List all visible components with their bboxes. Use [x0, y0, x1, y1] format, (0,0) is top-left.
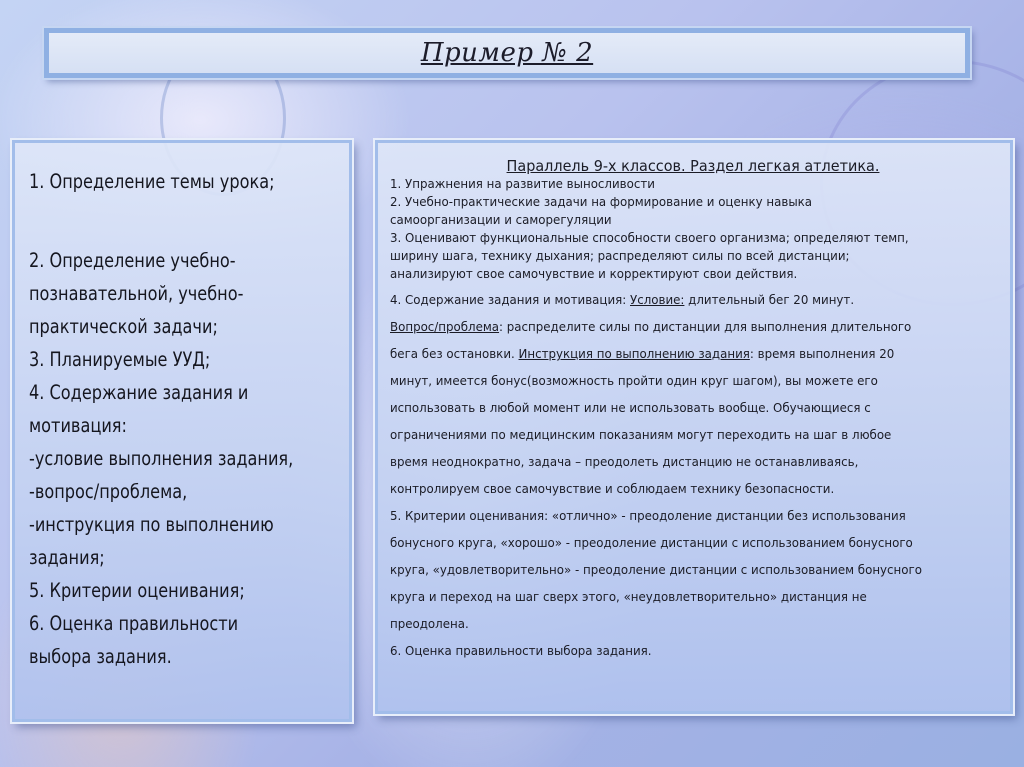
question-label: Вопрос/проблема	[390, 320, 500, 334]
instruction-text: : время выполнения 20	[749, 347, 895, 361]
condition-text: длительный бег 20 минут.	[684, 293, 855, 307]
item-4-line: минут, имеется бонус(возможность пройти один круг шагом), вы можете его	[390, 374, 878, 388]
instruction-line	[390, 341, 978, 368]
left-item: 6. Оценка правильности	[29, 612, 239, 635]
instruction-label: Инструкция по выполнению задания	[518, 347, 750, 361]
item-5-line: 5. Критерии оценивания: «отлично» - преодоление дистанции без использования	[390, 509, 906, 523]
item-1: 1. Упражнения на развитие выносливости	[390, 177, 655, 191]
left-item: познавательной, учебно-	[29, 282, 244, 305]
left-item: 3. Планируемые УУД;	[29, 348, 211, 371]
left-item: выбора задания.	[29, 645, 172, 668]
left-item: 4. Содержание задания и	[29, 381, 249, 404]
title-bar	[44, 28, 970, 78]
left-item: -условие выполнения задания,	[29, 447, 294, 470]
left-item: 5. Критерии оценивания;	[29, 579, 245, 602]
left-item: 1. Определение темы урока;	[29, 170, 275, 193]
item-3-line: анализируют свое самочувствие и корректируют свои действия.	[390, 267, 798, 281]
slide-title: Пример № 2	[420, 38, 594, 68]
item-4-line	[390, 287, 978, 314]
spacer	[29, 198, 341, 244]
item-5-line: бонусного круга, «хорошо» - преодоление дистанции с использованием бонусного	[390, 536, 913, 550]
condition-label: Условие:	[629, 293, 685, 307]
right-heading: Параллель 9-х классов. Раздел легкая атлетика.	[506, 157, 880, 175]
item-3-line: ширину шага, технику дыхания; распределяют силы по всей дистанции;	[390, 249, 850, 263]
instruction-lead: бега без остановки.	[390, 347, 519, 361]
item-4-line: время неоднократно, задача – преодолеть дистанцию не останавливаясь,	[390, 455, 859, 469]
item-4-line: использовать в любой момент или не использовать вообще. Обучающиеся с	[390, 401, 871, 415]
item-4-line: контролируем свое самочувствие и соблюдаем технику безопасности.	[390, 482, 835, 496]
item-4-prefix: 4. Содержание задания и мотивация:	[390, 293, 630, 307]
item-5-line: преодолена.	[390, 617, 469, 631]
question-text: : распределите силы по дистанции для выполнения длительного	[499, 320, 912, 334]
left-panel	[12, 140, 352, 722]
item-2-line: 2. Учебно-практические задачи на формирование и оценку навыка	[390, 195, 813, 209]
question-line	[390, 314, 978, 341]
item-6: 6. Оценка правильности выбора задания.	[390, 644, 652, 658]
left-item: 2. Определение учебно-	[29, 249, 236, 272]
left-item: задания;	[29, 546, 105, 569]
right-panel	[375, 140, 1013, 714]
item-5-line: круга, «удовлетворительно» - преодоление дистанции с использованием бонусного	[390, 563, 922, 577]
item-5-line: круга и переход на шаг сверх этого, «неудовлетворительно» дистанция не	[390, 590, 867, 604]
item-4-line: ограничениями по медицинским показаниям могут переходить на шаг в любое	[390, 428, 892, 442]
left-item: -вопрос/проблема,	[29, 480, 188, 503]
left-item: -инструкция по выполнению	[29, 513, 274, 536]
left-item: практической задачи;	[29, 315, 218, 338]
left-item: мотивация:	[29, 414, 127, 437]
item-3-line: 3. Оценивают функциональные способности своего организма; определяют темп,	[390, 231, 909, 245]
item-2-line: самоорганизации и саморегуляции	[390, 213, 612, 227]
